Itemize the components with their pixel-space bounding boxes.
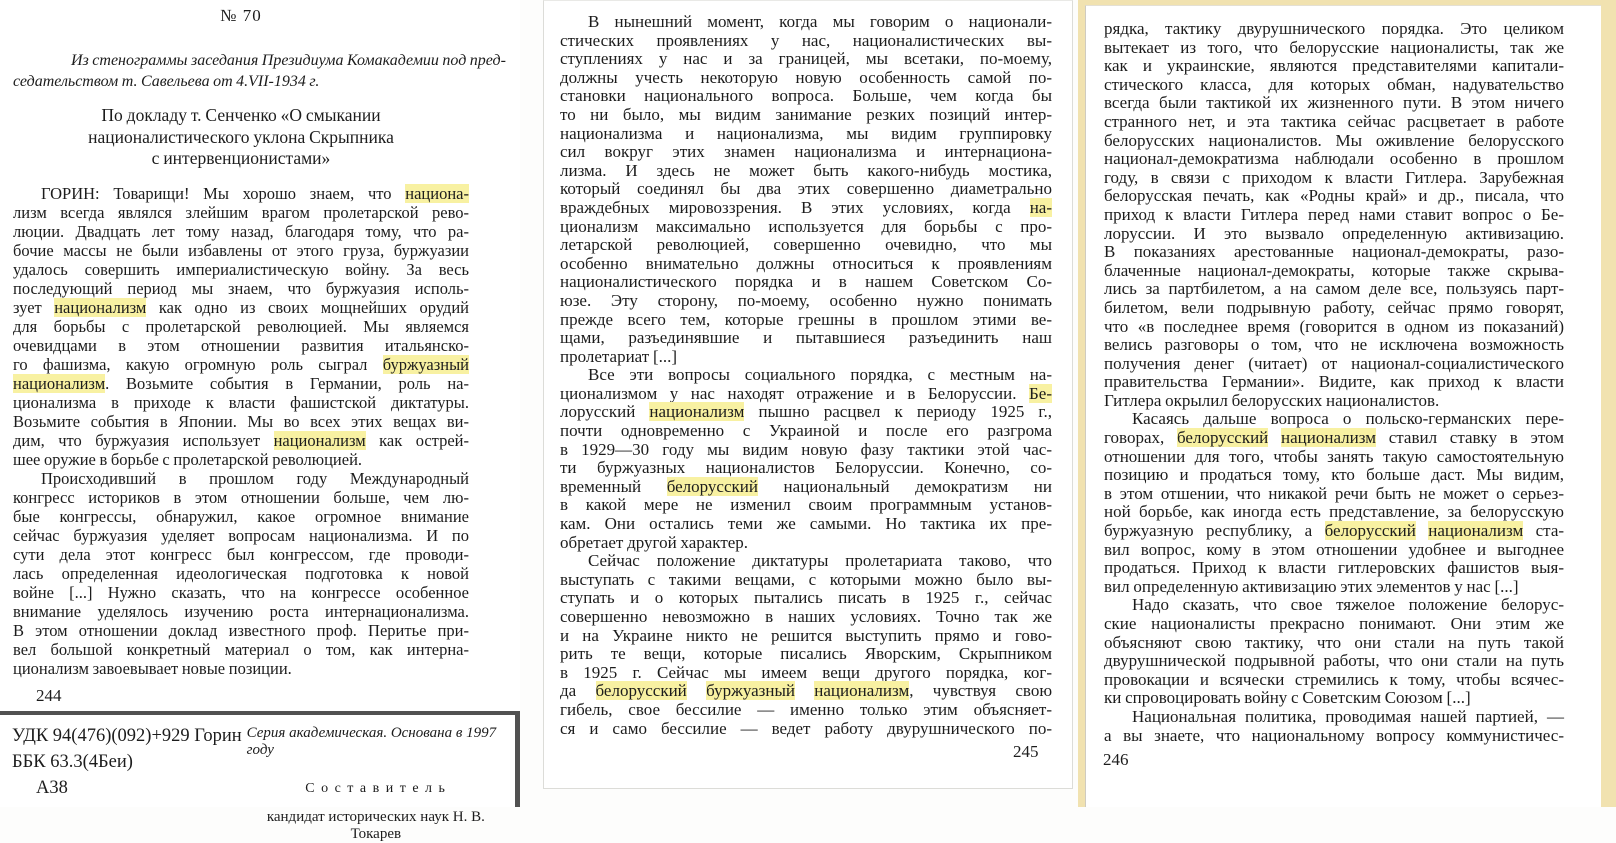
highlighted-text: буржуазный: [382, 355, 469, 374]
text-line: что «в последнее время (говорится в одном из показаний): [1104, 316, 1564, 336]
page-246-body-text: [1104, 20, 1564, 745]
text-line: дим, что буржуазия использует национализм как острей-: [13, 431, 469, 450]
text-line: для борьбы с пролетарской революцией. Мы являемся: [13, 317, 469, 336]
text-line: странного нет, и эта тактика сейчас расцветает в работе: [1104, 111, 1564, 131]
compiler-name: кандидат исторических наук Н. В. Токарев: [266, 809, 485, 842]
text-line: в 1925 г. Сейчас мы имеем вещи другого порядка, ког-: [560, 662, 1052, 682]
text-line: пролетариат [...]: [560, 346, 678, 366]
text-line: го фашизма, какую огромную роль сыграл буржуазный: [13, 355, 469, 374]
text-line: национализм. Возьмите события в Германии, роль на-: [13, 374, 469, 393]
text-line: удалось совершить империалистическую войну. За весь: [13, 260, 469, 279]
imprint-series-info: [246, 723, 505, 842]
text-line: щами, разъединявшие и пытавшиеся разъединить наш: [560, 328, 1052, 348]
text-line: войне [...] Нужно сказать, что на конгрессе особенное: [13, 583, 469, 602]
text-line: гибель, свое бессилие — именно только этим объясняет-: [560, 699, 1052, 719]
text-line: обретает другой характер.: [560, 532, 749, 552]
text-line: становки национального вопроса. Больше, чем когда бы: [560, 86, 1052, 106]
compiler-label: С о с т а в и т е л ь: [305, 781, 447, 796]
text-line: националистического уклона Скрыпника: [88, 126, 394, 147]
text-line: бочие массы не были избавлены от этого груза, буржуазии: [13, 241, 469, 260]
text-line: вил определенную активизацию этих элементов у нас [...]: [1104, 576, 1519, 596]
text-line: двурушнической подрывной работы, что они стали на путь: [1104, 651, 1564, 671]
text-line: продаться. Приход к власти гитлеровских фашистов выя-: [1104, 558, 1564, 578]
text-line: временный белорусский национальный демократизм ни: [560, 476, 1052, 496]
text-line: ционализмом у нас находят отражение и в Белоруссии. Бе-: [560, 383, 1052, 403]
document-number-heading: № 70: [220, 6, 262, 25]
page-number-246: 246: [1103, 750, 1129, 769]
paragraph: [560, 552, 1052, 738]
text-line: рядка, тактику двурушнического порядка. Это целиком: [1104, 19, 1564, 38]
highlighted-text: национализм: [54, 298, 147, 317]
text-line: выступать с такими вещами, с которыми можно было вы-: [560, 569, 1052, 589]
text-line: провокации и всячески стремились к тому, чтобы всячес-: [1104, 669, 1564, 689]
paragraph: [13, 469, 469, 678]
paragraph: [1104, 596, 1564, 708]
text-line: Возьмите события в Японии. Мы во всех этих вещах ви-: [13, 412, 469, 431]
highlighted-text: Бе-: [1029, 383, 1052, 403]
author-code: А38: [36, 778, 68, 798]
book-page-246: [1085, 5, 1601, 807]
highlighted-text: белорусский: [1177, 428, 1269, 448]
highlighted-text: буржуазный: [706, 681, 795, 701]
highlighted-text: белорусский: [666, 476, 758, 496]
text-line: прежде всего тем, которые грешны в прошлом этими ве-: [560, 309, 1052, 329]
text-line: в 1929—30 году мы видим новую фазу тактики этой час-: [560, 439, 1052, 459]
text-line: ной борьбе, как иногда есть представление, за белорусскую: [1104, 502, 1564, 522]
text-line: люции. Двадцать лет тому назад, благодаря тому, что ра-: [13, 222, 469, 241]
text-line: лорусский национализм пышно расцвел к периоду 1925 г.,: [560, 402, 1052, 422]
text-line: блаченные национал-демократы, которые также скрыва-: [1104, 260, 1564, 280]
paragraph: [1104, 410, 1564, 596]
text-line: белорусских националистов. Мы оживление белорусского: [1104, 130, 1564, 150]
text-line: лась определенная идеологическая подготовка к новой: [13, 564, 469, 583]
text-line: отношении для того, чтобы занять такую самостоятельную: [1104, 446, 1564, 466]
highlighted-text: национализм: [814, 681, 910, 701]
book-page-245: [543, 0, 1073, 789]
text-line: билетом, вели подрывную работу, сейчас прямо говорят,: [1104, 297, 1564, 317]
text-line: а вы знаете, что национальному вопросу коммунистичес-: [1104, 725, 1564, 745]
text-line: ступать и о которых пытались писать в 1925 г., сейчас: [560, 588, 1052, 608]
text-line: сути дела этот конгресс был конгрессом, где проводи-: [13, 545, 469, 564]
text-line: лизм всегда являлся злейшим врагом пролетарской рево-: [13, 203, 469, 222]
text-line: Касаясь дальше вопроса о польско-германских пере-: [1132, 409, 1564, 429]
text-line: ционализм завоевывает новые позиции.: [13, 659, 292, 678]
text-line: По докладу т. Сенченко «О смыкании: [101, 105, 381, 125]
text-line: В показаниях арестованные национал-демократы, разо-: [1104, 242, 1564, 262]
text-line: вел большой конкретный материал о том, как интерна-: [13, 640, 469, 659]
text-line: с интервенционистами»: [151, 148, 331, 168]
text-line: ские националисты прекрасно понимают. Они этим же: [1104, 614, 1564, 633]
text-line: лоруссии. И это вызвало определенную активизацию.: [1104, 223, 1564, 243]
text-line: ся и само бессилие — ведет работу двурушнического по-: [560, 718, 1052, 738]
highlighted-text: национализм: [1281, 428, 1376, 448]
text-line: летарской революцией, совершенно очевидно, что мы: [560, 235, 1052, 255]
text-line: последующий период мы знаем, что буржуазия исполь-: [13, 279, 469, 298]
text-line: ГОРИН: Товарищи! Мы хорошо знаем, что национа-: [41, 184, 469, 203]
text-line: рить те вещи, которые писались Яворским, Скрыпником: [560, 644, 1052, 664]
text-line: кам. Они остались теми же самыми. Но тактика их пре-: [560, 514, 1052, 534]
text-line: национал-демократизма наблюдали особенно в прошлом: [1104, 149, 1564, 169]
highlighted-text: на-: [1029, 197, 1052, 217]
text-line: юзе. Эту сторону, по-моему, особенно нужно понимать: [560, 290, 1052, 310]
text-line: который соединял бы два этих совершенно диаметрально: [560, 179, 1052, 199]
text-line: вил вопрос, кому в этом отношении удобнее и выгоднее: [1104, 539, 1564, 559]
text-line: в какой мере не изменил своим программным установ-: [560, 495, 1052, 515]
text-line: позицию и продаться тому, кто больше даст. Мы видим,: [1104, 465, 1564, 485]
text-line: националистического порядка и в нашем Советском Со-: [560, 272, 1052, 292]
paragraph: [1104, 20, 1564, 410]
text-line: ционализма в приходе к власти фашистской диктатуры.: [13, 393, 469, 412]
text-line: лись за партбилетом, а на самом деле все, пользуясь парт-: [1104, 279, 1564, 299]
text-line: ступлениях у нас и за границей, мы всетаки, по-моему,: [560, 49, 1052, 69]
text-line: конгресс историков в этом отношении больше, чем лю-: [13, 488, 469, 507]
paragraph: [13, 184, 469, 469]
text-line: особенно внимательно должны относиться к проявлениям: [560, 253, 1052, 273]
udk-code: УДК 94(476)(092)+929 Горин: [12, 726, 242, 746]
text-line: и на Украине никто не решится выступить прямо и гово-: [560, 625, 1052, 645]
highlighted-text: национализм: [273, 431, 366, 450]
text-line: буржуазную республику, а белорусский национализм ста-: [1104, 521, 1565, 541]
book-page-244: [0, 0, 520, 807]
text-line: как и украинские, являются представителями капитали-: [1104, 56, 1564, 76]
text-line: ционализм максимально используется для борьбы с про-: [560, 216, 1052, 236]
text-line: лизма. И здесь не может быть какого-нибудь мостика,: [560, 160, 1052, 180]
text-line: бые конгрессы, обнаружил, какое огромное внимание: [13, 507, 469, 526]
highlighted-text: национализм: [13, 374, 106, 393]
page-244-body-text: [13, 184, 469, 678]
text-line: Надо сказать, что свое тяжелое положение белорус-: [1132, 595, 1564, 615]
text-line: очевидцами в этом отношении развития итальянско-: [13, 336, 469, 355]
text-line: национализма и национализма, мы видим группировку: [560, 123, 1052, 143]
text-line: В этом отношении доклад известного проф. Перитье при-: [13, 621, 469, 640]
text-line: совершенно невозможно в наших условиях. Точно так же: [560, 607, 1052, 626]
source-note: [13, 50, 506, 92]
text-line: зует национализм как одно из своих мощнейших орудий: [13, 298, 469, 317]
text-line: вытекает из того, что белорусские националисты, так же: [1104, 37, 1564, 57]
text-line: объясняют свою тактику, что они стали на путь такой: [1104, 632, 1564, 652]
text-line: сейчас буржуазия уделяет вопросам национализма. И по: [13, 526, 469, 545]
text-line: году, в связи с приходом к власти Гитлера. Зарубежная: [1104, 167, 1564, 187]
text-line: то ни было, мы видим занимание резких позиций интер-: [560, 104, 1052, 124]
paragraph: [1104, 708, 1564, 745]
imprint-codes: [12, 723, 247, 807]
highlighted-text: национализм: [1428, 521, 1524, 541]
text-line: сил вокруг этих знамен национализма и интернациона-: [560, 142, 1052, 162]
highlighted-text: белорусский: [1324, 521, 1416, 541]
text-line: правительства Германии». Видите, как приход к власти: [1104, 372, 1564, 392]
text-line: белорусская печать, как «Родны край» и др., писала, что: [1104, 186, 1564, 206]
text-line: получения денег (читает) от национал-социалистического: [1104, 353, 1564, 373]
text-line: Сейчас положение диктатуры пролетариата таково, что: [588, 551, 1052, 571]
text-line: Национальная политика, проводимая нашей партией, —: [1132, 706, 1564, 726]
page-245-body-text: [560, 13, 1052, 738]
paragraph: [560, 13, 1052, 366]
text-line: враждебных мировоззрения. В этих условиях, когда на-: [560, 197, 1052, 217]
text-line: внимание уделялось изучению роста интернационализма.: [13, 602, 469, 621]
text-line: Все эти вопросы социального порядка, с местным на-: [588, 365, 1052, 385]
paragraph: [13, 50, 506, 92]
text-line: шее оружие в борьбе с пролетарской революцией.: [13, 450, 363, 469]
bbk-code: ББК 63.3(4Беи): [12, 752, 133, 772]
series-note: Серия академическая. Основана в 1997 году: [246, 725, 497, 758]
text-line: почти одновременно с Украиной и после его разгрома: [560, 421, 1052, 441]
text-line: Происходивший в прошлом году Международный: [41, 469, 469, 488]
text-line: седательством т. Савельева от 4.VII-1934 г.: [13, 73, 320, 90]
text-line: да белорусский буржуазный национализм, чувствуя свою: [560, 681, 1053, 701]
page-number-244: 244: [36, 686, 62, 705]
page-number-245: 245: [1013, 742, 1039, 761]
highlighted-text: белорусский: [595, 681, 687, 701]
paragraph: [560, 366, 1052, 552]
text-line: стического класса, для которых обман, надувательство: [1104, 74, 1564, 94]
text-line: стических проявлениях у нас, националистических вы-: [560, 30, 1052, 50]
text-line: ти буржуазных националистов Белоруссии. Конечно, со-: [560, 458, 1052, 478]
text-line: должны учесть некоторую новую особенность самой по-: [560, 67, 1052, 87]
text-line: всегда были тактикой их жизненного пути. В этом ничего: [1104, 93, 1564, 113]
text-line: говорах, белорусский национализм ставил ставку в этом: [1104, 428, 1565, 448]
text-line: в этом отшении, что никакой речи быть не может о серьез-: [1104, 483, 1564, 503]
text-line: В нынешний момент, когда мы говорим о национали-: [588, 12, 1052, 31]
text-line: Гитлера окрылил белорусских националистов.: [1104, 390, 1440, 410]
report-title: [13, 106, 469, 171]
highlighted-text: национализм: [649, 402, 745, 422]
text-line: Из стенограммы заседания Президиума Комакадемии под пред-: [71, 52, 506, 69]
imprint-overlay-box: [0, 711, 520, 842]
highlighted-text: национа-: [405, 184, 469, 203]
text-line: ки спровоцировать войну с Советским Союзом [...]: [1104, 688, 1471, 708]
text-line: велись разговоры о том, что не исключена возможность: [1104, 335, 1564, 355]
text-line: приход к власти Гитлера перед нами ставит вопрос о Бе-: [1104, 204, 1564, 224]
